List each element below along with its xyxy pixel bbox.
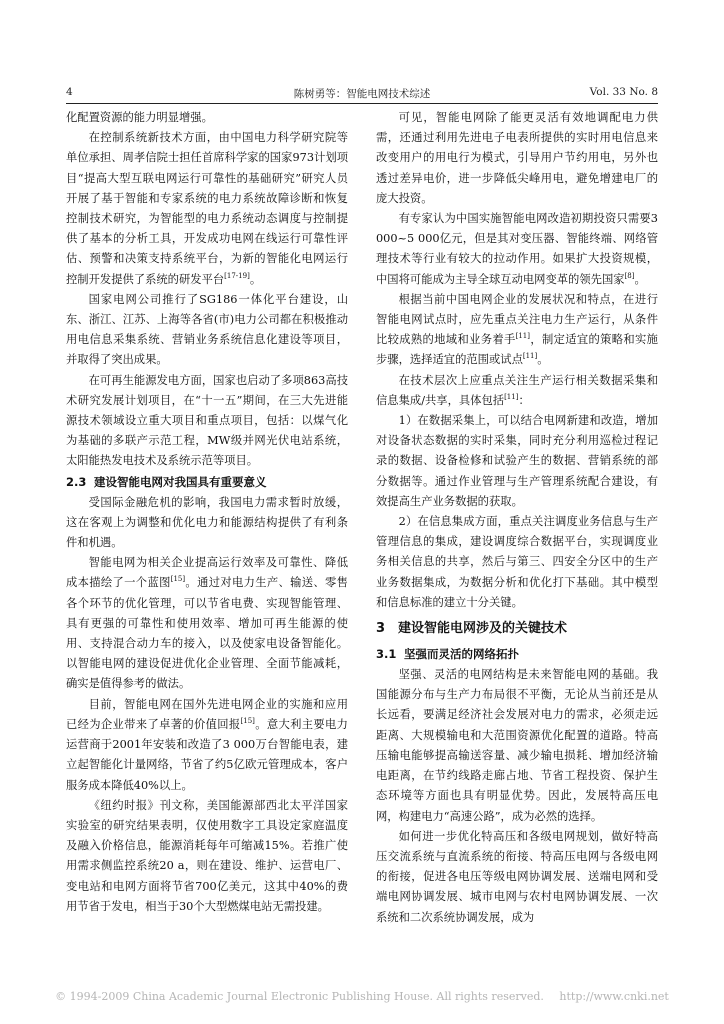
paragraph: 如何进一步优化特高压和各级电网规划，做好特高压交流系统与直流系统的衔接、特高压电网与各级电网的衔接，促进各电压等级电网协调发展、送端电网和受端电网协调发展、城市电网与农村电网协调发展、一次系统和二次系统协调发展，成为 <box>376 829 658 924</box>
running-header <box>66 86 658 102</box>
header-rule <box>66 103 658 104</box>
paragraph: 目前，智能电网在国外先进电网企业的实施和应用已经为企业带来了卓著的价值回报[15]。意大利主要电力运营商于2001年安装和改造了3 000万台智能电表，建立起智能化计量网络，节省了约5亿欧元管理成本，客户服务成本降低40%以上。 <box>66 697 348 792</box>
copyright-footer <box>0 990 724 1003</box>
paragraph: 智能电网为相关企业提高运行效率及可靠性、降低成本描绘了一个蓝图[15]。通过对电力生产、输送、零售各个环节的优化管理，可以节省电费、实现智能管理、具有更强的可靠性和使用效率、增加可再生能源的使用、支持混合动力车的接入，以及使家电设备智能化。以智能电网的建设促进优化企业管理、全面节能减耗，确实是值得参考的做法。 <box>66 556 348 691</box>
section-heading-2-3: 2.3 建设智能电网对我国具有重要意义 <box>66 474 267 489</box>
page-number: 4 <box>66 86 73 98</box>
paragraph: 在技术层次上应重点关注生产运行相关数据采集和信息集成/共享，具体包括[11]： <box>376 373 658 407</box>
list-item: 2）在信息集成方面，重点关注调度业务信息与生产管理信息的集成，建设调度综合数据平台，实现调度业务相关信息的共享，然后与第三、四安全分区中的生产业务数据集成，为数据分析和优化打下基础。其中模型和信息标准的建立十分关键。 <box>376 515 658 609</box>
paragraph: 坚强、灵活的电网结构是未来智能电网的基础。我国能源分布与生产力布局很不平衡，无论从当前还是从长远看，要满足经济社会发展对电力的需求，必须走远距离、大规模输电和大范围资源优化配置的道路。特高压输电能够提高输送容量、减少输电损耗、增加经济输电距离，在节约线路走廊占地、节省工程投资、保护生态环境等方面也具有明显优势。因此，发展特高压电网，构建电力“高速公路”，成为必然的选择。 <box>376 668 658 823</box>
paragraph: 《纽约时报》刊文称，美国能源部西北太平洋国家实验室的研究结果表明，仅使用数字工具设定家庭温度及融入价格信息，能源消耗每年可缩减15%。若推广使用需求侧监控系统20 a，则在建设、维护、运营电厂、变电站和电网方面将节省700亿美元，这其中40%的费用节省于发电，相当于30个大型燃煤电站无需投建。 <box>66 798 348 913</box>
paragraph: 有专家认为中国实施智能电网改造初期投资只需要3 000~5 000亿元，但是其对变压器、智能终端、网络管理技术等行业有较大的拉动作用。如果扩大投资规模，中国将可能成为主导全球互动电网变革的领先国家[8]。 <box>376 212 658 286</box>
list-item: 1）在数据采集上，可以结合电网新建和改造，增加对设备状态数据的实时采集，同时充分利用巡检过程记录的数据、设备检修和试验产生的数据、营销系统的部分数据等。通过作业管理与生产管理系统配合建设，有效提高生产业务数据的获取。 <box>376 414 658 508</box>
paragraph: 根据当前中国电网企业的发展状况和特点，在进行智能电网试点时，应先重点关注电力生产运行，从条件比较成熟的地域和业务着手[11]，制定适宜的策略和实施步骤，选择适宜的范围或试点[11]。 <box>376 292 658 367</box>
paragraph: 国家电网公司推行了SG186一体化平台建设，山东、浙江、江苏、上海等各省(市)电力公司都在积极推动用电信息采集系统、营销业务系统信息化建设等项目，并取得了突出成果。 <box>66 292 348 367</box>
citation: [15] <box>240 717 255 726</box>
left-column <box>66 108 348 917</box>
citation: [15] <box>170 575 186 584</box>
volume-issue: Vol. 33 No. 8 <box>589 86 658 98</box>
section-heading-3-1: 3.1 坚强而灵活的网络拓扑 <box>376 647 519 662</box>
paragraph: 在控制系统新技术方面，由中国电力科学研究院等单位承担、周孝信院士担任首席科学家的国家973计划项目“提高大型互联电网运行可靠性的基础研究”研究人员开展了基于智能和专家系统的电力系统故障诊断和恢复控制技术研究，为智能型的电力系统动态调度与控制提供了基本的分析工具，开发成功电网在线运行可靠性评估、预警和决策支持系统平台，为新的智能化电网运行控制开发提供了系统的研发平台[17-19]。 <box>66 131 348 286</box>
citation: [17-19] <box>224 271 250 280</box>
paragraph: 受国际金融危机的影响，我国电力需求暂时放缓，这在客观上为调整和优化电力和能源结构提供了有利条件和机遇。 <box>66 495 348 550</box>
footer-url: http://www.cnki.net <box>559 990 669 1003</box>
paragraph: 化配置资源的能力明显增强。 <box>66 111 213 124</box>
paragraph: 可见，智能电网除了能更灵活有效地调配电力供需，还通过利用先进电子电表所提供的实时用电信息来改变用户的用电行为模式，引导用户节约用电，另外也透过差异电价，进一步降低尖峰用电，避免增建电厂的庞大投资。 <box>376 111 658 205</box>
running-title: 陈树勇等：智能电网技术综述 <box>293 88 431 100</box>
section-heading-3: 3 建设智能电网涉及的关键技术 <box>376 621 568 637</box>
right-column <box>376 108 658 928</box>
citation: [8] <box>624 271 635 280</box>
citation: [11] <box>515 332 530 341</box>
citation: [11] <box>522 352 538 361</box>
paragraph: 在可再生能源发电方面，国家也启动了多项863高技术研究发展计划项目，在“十一五”期间，在三大先进能源技术领域设立重大项目和重点项目，包括：以煤气化为基础的多联产示范工程，MW级并网光伏电站系统，太阳能热发电技术及系统示范等项目。 <box>66 373 348 468</box>
copyright-text: © 1994-2009 China Academic Journal Electronic Publishing House. All rights reserved. <box>55 990 544 1003</box>
citation: [11] <box>504 393 519 402</box>
